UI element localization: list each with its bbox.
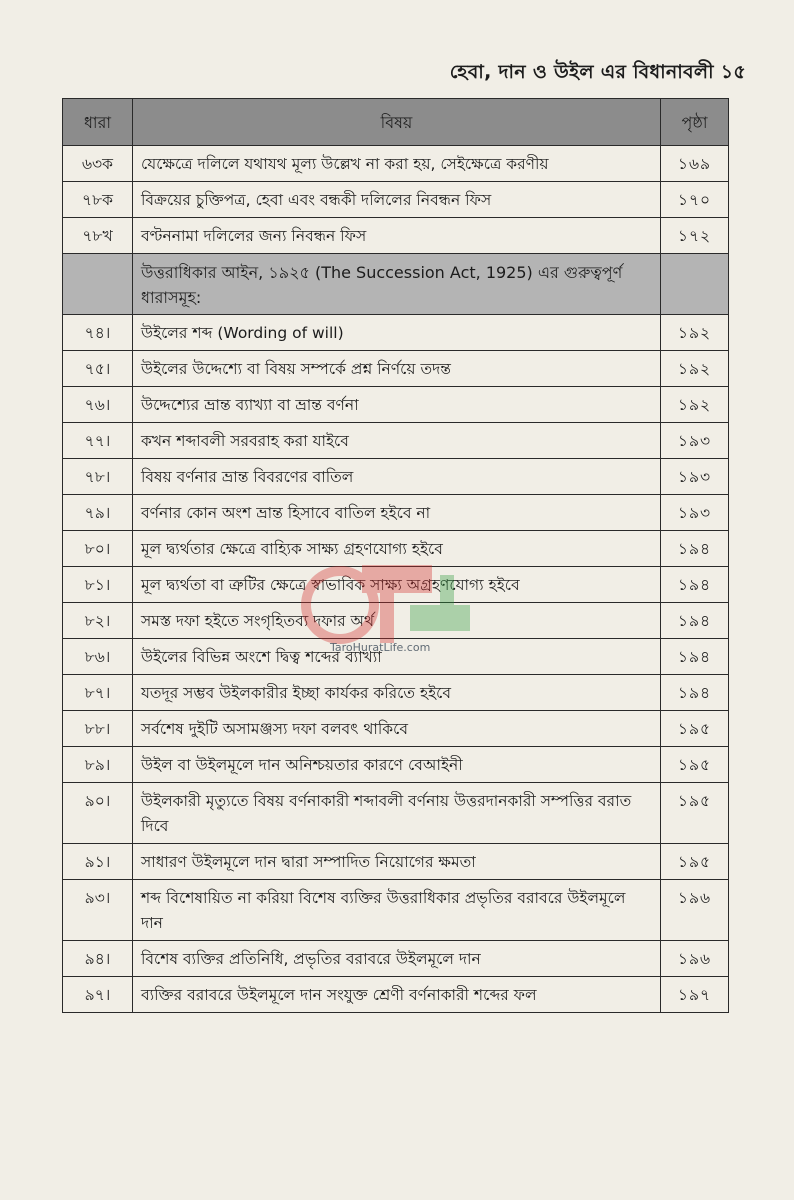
table-row bbox=[63, 146, 729, 182]
page-number: ১৯৪ bbox=[661, 567, 729, 603]
page-number: ১৬৯ bbox=[661, 146, 729, 182]
topic-text: উইলকারী মৃত্যুতে বিষয় বর্ণনাকারী শব্দাবলী বর্ণনায় উত্তরদানকারী সম্পত্তির বরাত দিবে bbox=[133, 783, 661, 844]
page-number: ১৯২ bbox=[661, 351, 729, 387]
section-number: ৯১। bbox=[63, 844, 133, 880]
page-number: ১৯৬ bbox=[661, 941, 729, 977]
section-number: ৯০। bbox=[63, 783, 133, 844]
section-number: ৭৪। bbox=[63, 315, 133, 351]
table-row bbox=[63, 844, 729, 880]
table-row bbox=[63, 977, 729, 1013]
topic-text: সর্বশেষ দুইটি অসামঞ্জস্য দফা বলবৎ থাকিবে bbox=[133, 711, 661, 747]
table-row bbox=[63, 387, 729, 423]
topic-text: উইলের উদ্দেশ্যে বা বিষয় সম্পর্কে প্রশ্ন নির্ণয়ে তদন্ত bbox=[133, 351, 661, 387]
page-number: ১৯৪ bbox=[661, 531, 729, 567]
page-column-header: পৃষ্ঠা bbox=[661, 99, 729, 146]
page-number: ১৭২ bbox=[661, 218, 729, 254]
page-number: ১৯২ bbox=[661, 315, 729, 351]
section-column-header: ধারা bbox=[63, 99, 133, 146]
topic-text: বিশেষ ব্যক্তির প্রতিনিধি, প্রভৃতির বরাবরে উইলমূলে দান bbox=[133, 941, 661, 977]
table-row bbox=[63, 675, 729, 711]
section-number: ৯৩। bbox=[63, 880, 133, 941]
table-row bbox=[63, 495, 729, 531]
page-number: ১৯৭ bbox=[661, 977, 729, 1013]
topic-text: যেক্ষেত্রে দলিলে যথাযথ মূল্য উল্লেখ না করা হয়, সেইক্ষেত্রে করণীয় bbox=[133, 146, 661, 182]
running-header: হেবা, দান ও উইল এর বিধানাবলী ১৫ bbox=[449, 61, 746, 83]
section-number: ৮২। bbox=[63, 603, 133, 639]
page-number: ১৯৫ bbox=[661, 711, 729, 747]
topic-text: সমস্ত দফা হইতে সংগৃহিতব্য দফার অর্থ bbox=[133, 603, 661, 639]
section-number: ৭৯। bbox=[63, 495, 133, 531]
topic-text: ব্যক্তির বরাবরে উইলমূলে দান সংযুক্ত শ্রেণী বর্ণনাকারী শব্দের ফল bbox=[133, 977, 661, 1013]
section-number: ৬৩ক bbox=[63, 146, 133, 182]
topic-text: যতদূর সম্ভব উইলকারীর ইচ্ছা কার্যকর করিতে হইবে bbox=[133, 675, 661, 711]
section-number: ৭৮খ bbox=[63, 218, 133, 254]
section-number: ৮৬। bbox=[63, 639, 133, 675]
section-number: ৭৬। bbox=[63, 387, 133, 423]
table-row bbox=[63, 351, 729, 387]
topic-text: মূল দ্ব্যর্থতা বা ত্রুটির ক্ষেত্রে স্বাভাবিক সাক্ষ্য অগ্রহণযোগ্য হইবে bbox=[133, 567, 661, 603]
table-row bbox=[63, 783, 729, 844]
page-number: ১৯২ bbox=[661, 387, 729, 423]
page-number: ১৯৩ bbox=[661, 423, 729, 459]
topic-column-header: বিষয় bbox=[133, 99, 661, 146]
section-number: ৮০। bbox=[63, 531, 133, 567]
section-number: ৭৮ক bbox=[63, 182, 133, 218]
page-number: ১৯৪ bbox=[661, 639, 729, 675]
section-number: ৮৮। bbox=[63, 711, 133, 747]
table-row bbox=[63, 747, 729, 783]
page-number: ১৯৫ bbox=[661, 783, 729, 844]
page-number: ১৯৫ bbox=[661, 747, 729, 783]
topic-text: উদ্দেশ্যের ভ্রান্ত ব্যাখ্যা বা ভ্রান্ত বর্ণনা bbox=[133, 387, 661, 423]
page-number: ১৯৩ bbox=[661, 495, 729, 531]
table-row bbox=[63, 880, 729, 941]
section-number bbox=[63, 254, 133, 315]
section-number: ৮১। bbox=[63, 567, 133, 603]
topic-text: উত্তরাধিকার আইন, ১৯২৫ (The Succession Act, 1925) এর গুরুত্বপূর্ণ ধারাসমূহ: bbox=[133, 254, 661, 315]
page-number: ১৯৪ bbox=[661, 603, 729, 639]
section-number: ৮৭। bbox=[63, 675, 133, 711]
topic-text: শব্দ বিশেষায়িত না করিয়া বিশেষ ব্যক্তির উত্তরাধিকার প্রভৃতির বরাবরে উইলমূলে দান bbox=[133, 880, 661, 941]
topic-text: উইলের বিভিন্ন অংশে দ্বিত্ব শব্দের ব্যাখ্যা bbox=[133, 639, 661, 675]
topic-text: বিষয় বর্ণনার ভ্রান্ত বিবরণের বাতিল bbox=[133, 459, 661, 495]
page-number: ১৯৩ bbox=[661, 459, 729, 495]
table-row bbox=[63, 711, 729, 747]
page-number: ১৯৬ bbox=[661, 880, 729, 941]
section-number: ৭৭। bbox=[63, 423, 133, 459]
table-row bbox=[63, 459, 729, 495]
table-row bbox=[63, 941, 729, 977]
topic-text: মূল দ্ব্যর্থতার ক্ষেত্রে বাহ্যিক সাক্ষ্য গ্রহণযোগ্য হইবে bbox=[133, 531, 661, 567]
section-number: ৮৯। bbox=[63, 747, 133, 783]
section-number: ৯৪। bbox=[63, 941, 133, 977]
watermark-text: TaroHuratLife.com bbox=[330, 641, 431, 654]
table-row bbox=[63, 182, 729, 218]
topic-text: সাধারণ উইলমূলে দান দ্বারা সম্পাদিত নিয়োগের ক্ষমতা bbox=[133, 844, 661, 880]
table-row bbox=[63, 423, 729, 459]
topic-text: বিক্রয়ের চুক্তিপত্র, হেবা এবং বন্ধকী দলিলের নিবন্ধন ফিস bbox=[133, 182, 661, 218]
page-number: ১৯৪ bbox=[661, 675, 729, 711]
section-number: ৯৭। bbox=[63, 977, 133, 1013]
topic-text: উইলের শব্দ (Wording of will) bbox=[133, 315, 661, 351]
topic-text: কখন শব্দাবলী সরবরাহ করা যাইবে bbox=[133, 423, 661, 459]
topic-text: বর্ণনার কোন অংশ ভ্রান্ত হিসাবে বাতিল হইবে না bbox=[133, 495, 661, 531]
table-row bbox=[63, 315, 729, 351]
section-number: ৭৫। bbox=[63, 351, 133, 387]
page-number bbox=[661, 254, 729, 315]
table-header-row bbox=[63, 99, 729, 146]
page-number: ১৭০ bbox=[661, 182, 729, 218]
page-number: ১৯৫ bbox=[661, 844, 729, 880]
section-heading-row bbox=[63, 254, 729, 315]
table-row bbox=[63, 218, 729, 254]
topic-text: উইল বা উইলমূলে দান অনিশ্চয়তার কারণে বেআইনী bbox=[133, 747, 661, 783]
section-number: ৭৮। bbox=[63, 459, 133, 495]
topic-text: বণ্টননামা দলিলের জন্য নিবন্ধন ফিস bbox=[133, 218, 661, 254]
